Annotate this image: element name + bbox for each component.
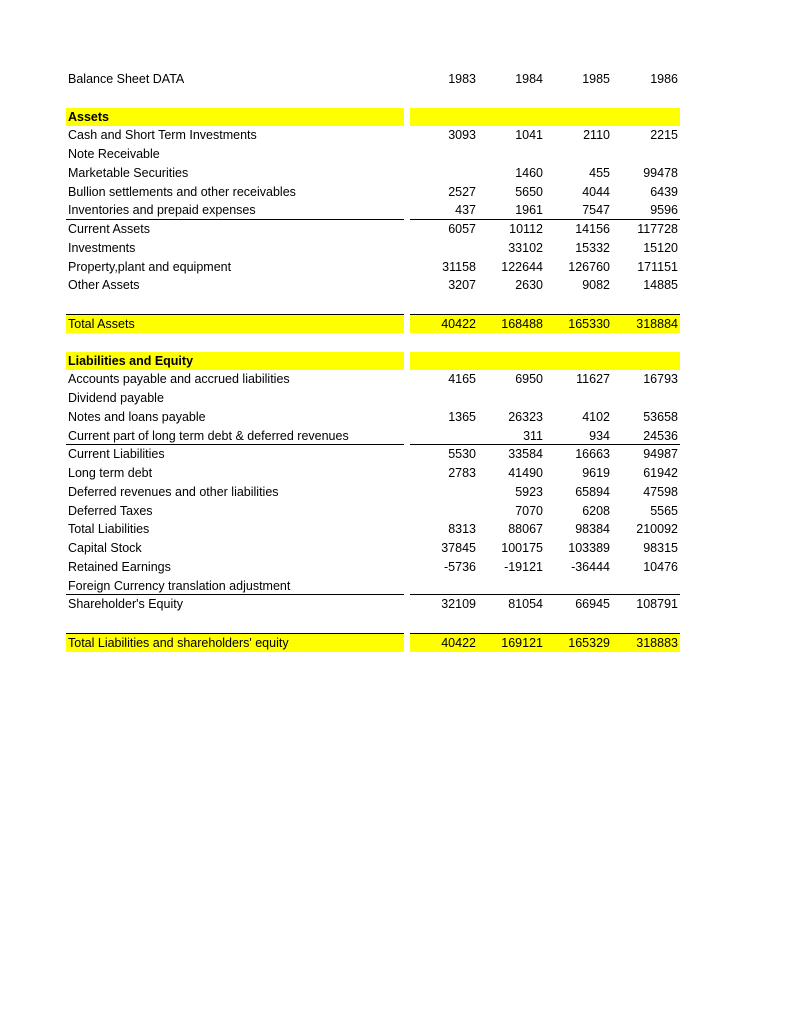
row-label: Foreign Currency translation adjustment: [66, 577, 404, 596]
value-cell: 437: [410, 201, 478, 220]
value-cell: -19121: [504, 559, 543, 574]
table-row: [66, 520, 680, 539]
table-row: [66, 502, 680, 521]
row-label: Note Receivable: [68, 147, 160, 161]
value-cell: 4044: [582, 184, 610, 199]
value-cell: 100175: [501, 541, 543, 555]
value-cell: 81054: [508, 597, 543, 612]
table-row: [66, 276, 680, 295]
value-cell: [478, 577, 545, 596]
value-cell: 455: [589, 165, 610, 180]
value-cell: 8313: [448, 522, 476, 537]
total-assets-value: 165330: [545, 314, 612, 333]
table-row: [66, 577, 680, 596]
value-cell: 3093: [448, 128, 476, 143]
value-cell: 32109: [441, 597, 476, 612]
value-cell: [612, 389, 680, 408]
table-row: [66, 126, 680, 145]
total-assets-value: 40422: [410, 314, 478, 333]
value-cell: 6950: [515, 372, 543, 387]
value-cell: [545, 577, 612, 596]
value-cell: 9619: [582, 466, 610, 480]
value-cell: 31158: [442, 259, 476, 274]
value-cell: 41490: [508, 466, 543, 480]
table-row: [66, 370, 680, 389]
table-row: [66, 164, 680, 183]
value-cell: [545, 389, 612, 408]
value-cell: 9082: [582, 278, 610, 293]
value-cell: 2783: [448, 466, 476, 480]
value-cell: [410, 239, 478, 258]
total-assets-value: 318884: [612, 314, 680, 333]
value-cell: 5565: [650, 503, 678, 518]
table-row: [66, 220, 680, 239]
total-assets-row: [66, 314, 680, 333]
row-label: Dividend payable: [68, 391, 164, 405]
value-cell: 94987: [643, 447, 678, 462]
value-cell: 61942: [643, 466, 678, 480]
value-cell: 88067: [508, 522, 543, 537]
total-liabilities-equity-value: 318883: [612, 633, 680, 652]
value-cell: 65894: [575, 484, 610, 499]
row-label: Property,plant and equipment: [68, 259, 232, 274]
value-cell: 99478: [643, 165, 678, 180]
table-row: [66, 201, 680, 220]
row-label: Notes and loans payable: [68, 409, 206, 424]
table-row: [66, 558, 680, 577]
value-cell: 14885: [643, 278, 678, 293]
sheet-title: Balance Sheet DATA: [68, 72, 185, 86]
table-row: [66, 595, 680, 614]
row-label: Long term debt: [68, 466, 153, 480]
row-label: Current Liabilities: [68, 447, 165, 462]
value-cell: 26323: [508, 409, 543, 424]
value-cell: 3207: [448, 278, 476, 293]
value-cell: -36444: [571, 559, 610, 574]
value-cell: 33102: [508, 240, 543, 255]
assets-header-fill: [612, 108, 680, 127]
value-cell: 6439: [650, 184, 678, 199]
value-cell: 15332: [575, 240, 610, 255]
value-cell: 126760: [568, 259, 610, 274]
row-label: Other Assets: [68, 278, 140, 293]
value-cell: 98384: [575, 522, 610, 537]
row-label: Current part of long term debt & deferred revenues: [66, 427, 404, 446]
value-cell: 7070: [515, 503, 543, 518]
value-cell: 6208: [582, 503, 610, 518]
value-cell: [478, 389, 545, 408]
row-label: Retained Earnings: [68, 559, 171, 574]
spacer: [66, 295, 680, 314]
liabilities-header-fill: [545, 352, 612, 371]
value-cell: 5923: [515, 484, 543, 499]
row-label: Shareholder's Equity: [68, 597, 183, 612]
value-cell: 210092: [636, 522, 678, 537]
row-label: Inventories and prepaid expenses: [66, 201, 404, 220]
value-cell: 53658: [643, 409, 678, 424]
total-liabilities-equity-row: [66, 633, 680, 652]
value-cell: 66945: [575, 597, 610, 612]
value-cell: 117728: [637, 222, 678, 236]
row-label: Capital Stock: [68, 541, 142, 555]
value-cell: 47598: [643, 484, 678, 499]
table-row: [66, 389, 680, 408]
value-cell: [612, 145, 680, 164]
value-cell: [410, 427, 478, 446]
value-cell: 171151: [637, 259, 678, 274]
table-row: [66, 427, 680, 446]
table-row: [66, 145, 680, 164]
value-cell: 1041: [515, 128, 543, 143]
liabilities-header-fill: [478, 352, 545, 371]
value-cell: 98315: [643, 541, 678, 555]
balance-sheet-table: [66, 70, 680, 652]
table-row: [66, 408, 680, 427]
assets-section-header: [66, 108, 680, 127]
row-label: Current Assets: [68, 222, 150, 236]
table-row: [66, 183, 680, 202]
value-cell: [478, 145, 545, 164]
table-row: [66, 539, 680, 558]
year-header-1983: 1983: [448, 72, 476, 86]
total-assets-label: Total Assets: [66, 314, 404, 333]
year-header-1984: 1984: [515, 72, 543, 86]
value-cell: 6057: [448, 222, 476, 236]
assets-header-fill: [478, 108, 545, 127]
table-row: [66, 258, 680, 277]
total-liabilities-equity-value: 165329: [545, 633, 612, 652]
value-cell: 24536: [612, 427, 680, 446]
value-cell: 5530: [448, 447, 476, 462]
value-cell: 16663: [575, 447, 610, 462]
row-label: Total Liabilities: [68, 522, 150, 537]
value-cell: 2630: [515, 278, 543, 293]
row-label: Investments: [68, 240, 136, 255]
row-label: Deferred Taxes: [68, 503, 153, 518]
liabilities-header-label: Liabilities and Equity: [66, 352, 404, 371]
value-cell: 311: [478, 427, 545, 446]
total-liabilities-equity-value: 169121: [478, 633, 545, 652]
value-cell: 4165: [448, 372, 476, 387]
value-cell: 103389: [568, 541, 610, 555]
row-label: Deferred revenues and other liabilities: [68, 484, 279, 499]
value-cell: 37845: [441, 541, 476, 555]
value-cell: 1365: [448, 409, 476, 424]
title-row: [66, 70, 680, 89]
value-cell: [545, 145, 612, 164]
value-cell: 4102: [582, 409, 610, 424]
spacer: [66, 333, 680, 352]
spacer: [66, 614, 680, 633]
total-assets-value: 168488: [478, 314, 545, 333]
value-cell: [410, 389, 478, 408]
value-cell: 122644: [501, 259, 543, 274]
total-liabilities-equity-value: 40422: [410, 633, 478, 652]
value-cell: [612, 577, 680, 596]
value-cell: 2215: [650, 128, 678, 143]
value-cell: 14156: [575, 222, 610, 236]
total-liabilities-equity-label: Total Liabilities and shareholders' equity: [66, 633, 404, 652]
value-cell: 934: [545, 427, 612, 446]
value-cell: 16793: [643, 372, 678, 387]
assets-header-fill: [410, 108, 478, 127]
table-row: [66, 239, 680, 258]
value-cell: [410, 145, 478, 164]
assets-header-fill: [545, 108, 612, 127]
value-cell: [410, 483, 478, 502]
value-cell: [410, 164, 478, 183]
value-cell: 10112: [509, 222, 543, 236]
value-cell: [410, 502, 478, 521]
liabilities-section-header: [66, 352, 680, 371]
value-cell: 2527: [448, 184, 476, 199]
value-cell: 108791: [636, 597, 678, 612]
spacer: [66, 89, 680, 108]
row-label: Accounts payable and accrued liabilities: [68, 372, 290, 387]
value-cell: 33584: [508, 447, 543, 462]
value-cell: 7547: [545, 201, 612, 220]
row-label: Cash and Short Term Investments: [68, 128, 257, 143]
assets-header-label: Assets: [66, 108, 404, 127]
table-row: [66, 445, 680, 464]
value-cell: 1961: [478, 201, 545, 220]
value-cell: 2110: [583, 128, 610, 143]
value-cell: 10476: [643, 559, 678, 574]
year-header-1986: 1986: [650, 72, 678, 86]
value-cell: 1460: [515, 165, 543, 180]
table-row: [66, 464, 680, 483]
liabilities-header-fill: [612, 352, 680, 371]
value-cell: 15120: [643, 240, 678, 255]
row-label: Bullion settlements and other receivables: [68, 184, 296, 199]
row-label: Marketable Securities: [68, 165, 189, 180]
value-cell: 5650: [515, 184, 543, 199]
table-row: [66, 483, 680, 502]
value-cell: 11627: [576, 372, 610, 387]
liabilities-header-fill: [410, 352, 478, 371]
value-cell: -5736: [444, 559, 476, 574]
value-cell: [410, 577, 478, 596]
value-cell: 9596: [612, 201, 680, 220]
year-header-1985: 1985: [582, 72, 610, 86]
